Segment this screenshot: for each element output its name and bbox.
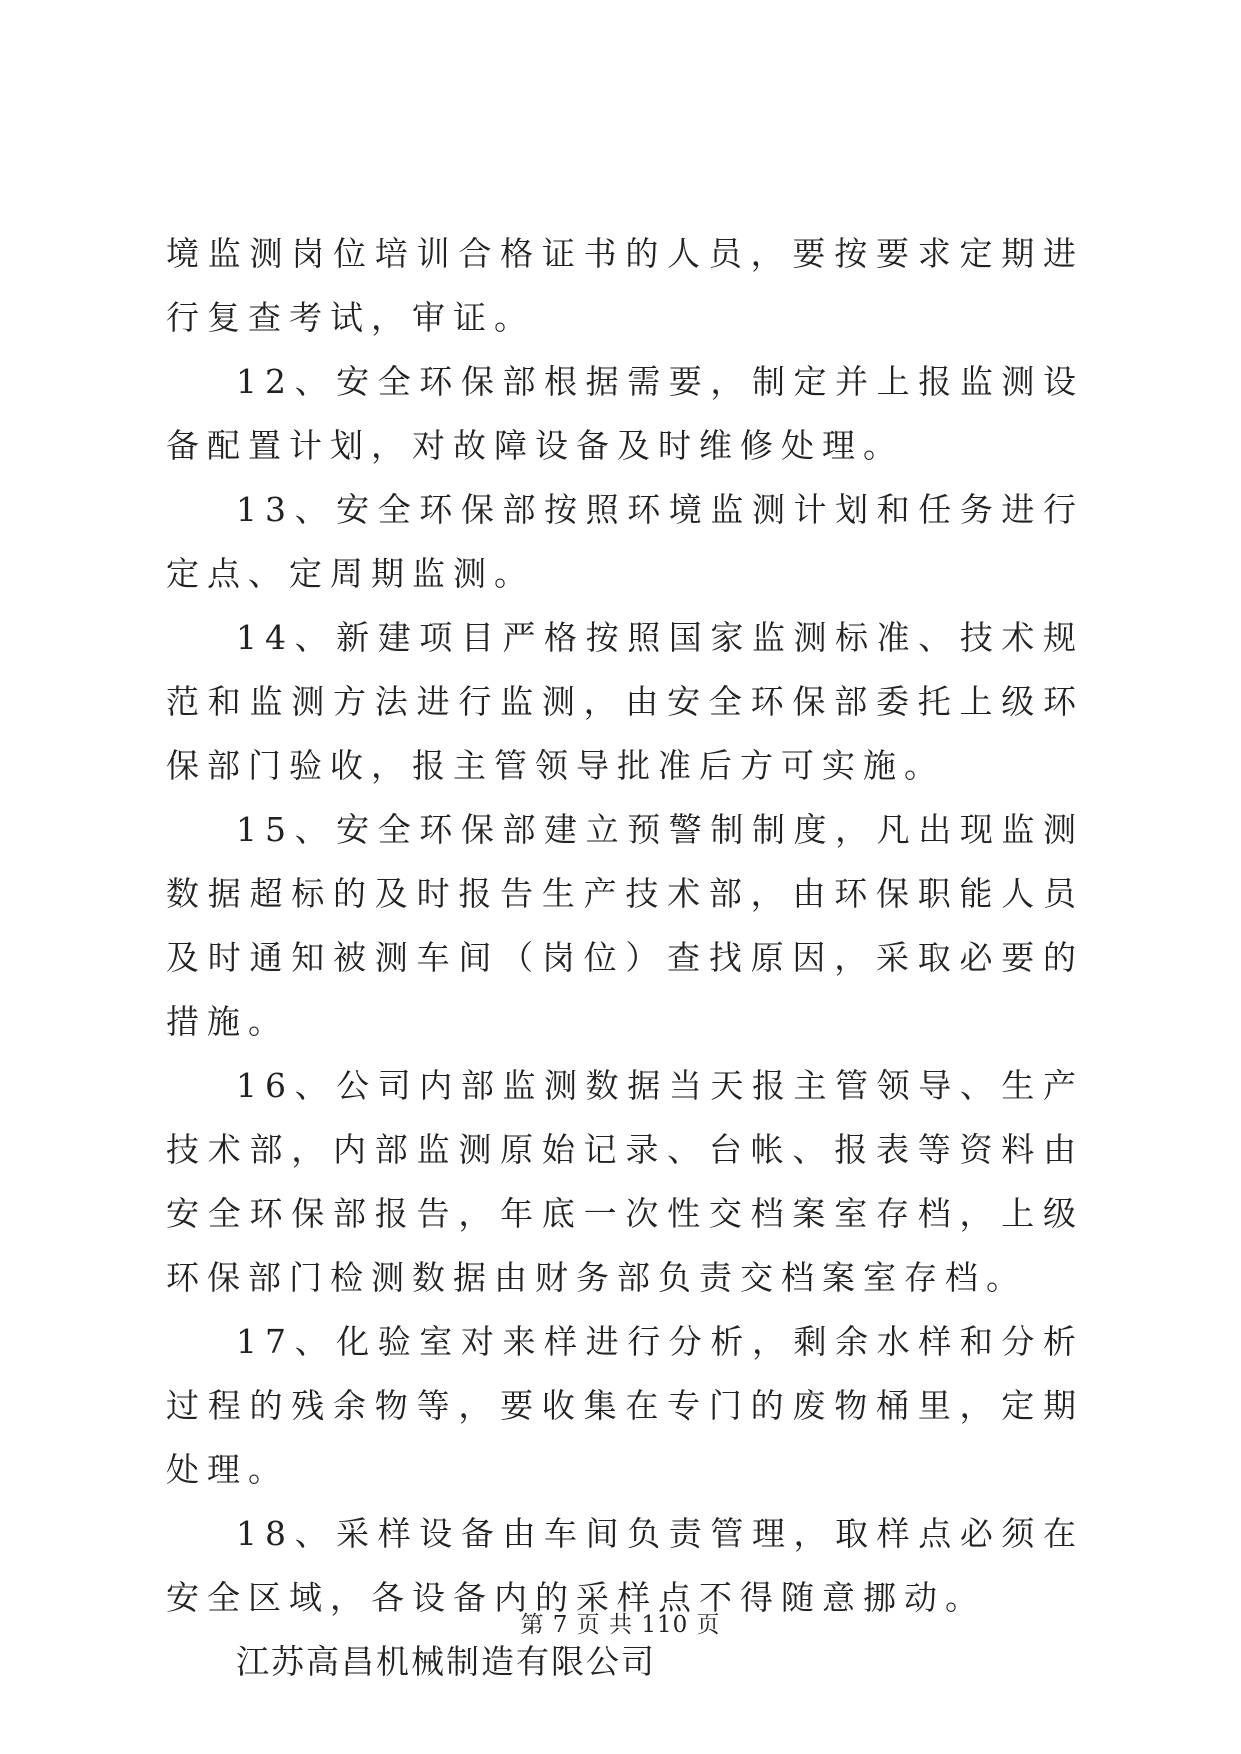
paragraph-item-15: 15、安全环保部建立预警制制度，凡出现监测数据超标的及时报告生产技术部，由环保职能人员及时通知被测车间（岗位）查找原因，采取必要的措施。 xyxy=(166,810,1084,1041)
paragraph-item-14: 14、新建项目严格按照国家监测标准、技术规范和监测方法进行监测，由安全环保部委托上级环保部门验收，报主管领导批准后方可实施。 xyxy=(166,618,1084,785)
page-footer: 第 7 页 共 110 页 xyxy=(520,1612,721,1638)
paragraph-item-17: 17、化验室对来样进行分析，剩余水样和分析过程的残余物等，要收集在专门的废物桶里，定期处理。 xyxy=(166,1322,1084,1489)
paragraph-item-18: 18、采样设备由车间负责管理，取样点必须在安全区域，各设备内的采样点不得随意挪动。 xyxy=(166,1514,1084,1617)
company-name: 江苏高昌机械制造有限公司 xyxy=(236,1642,656,1681)
paragraph-continued: 境监测岗位培训合格证书的人员，要按要求定期进行复查考试，审证。 xyxy=(166,234,1084,337)
paragraph-item-12: 12、安全环保部根据需要，制定并上报监测设备配置计划，对故障设备及时维修处理。 xyxy=(166,362,1084,465)
paragraph-item-16: 16、公司内部监测数据当天报主管领导、生产技术部，内部监测原始记录、台帐、报表等资料由安全环保部报告，年底一次性交档案室存档，上级环保部门检测数据由财务部负责交档案室存档。 xyxy=(166,1066,1084,1297)
document-body xyxy=(166,222,1084,1694)
paragraph-item-13: 13、安全环保部按照环境监测计划和任务进行定点、定周期监测。 xyxy=(166,490,1084,593)
